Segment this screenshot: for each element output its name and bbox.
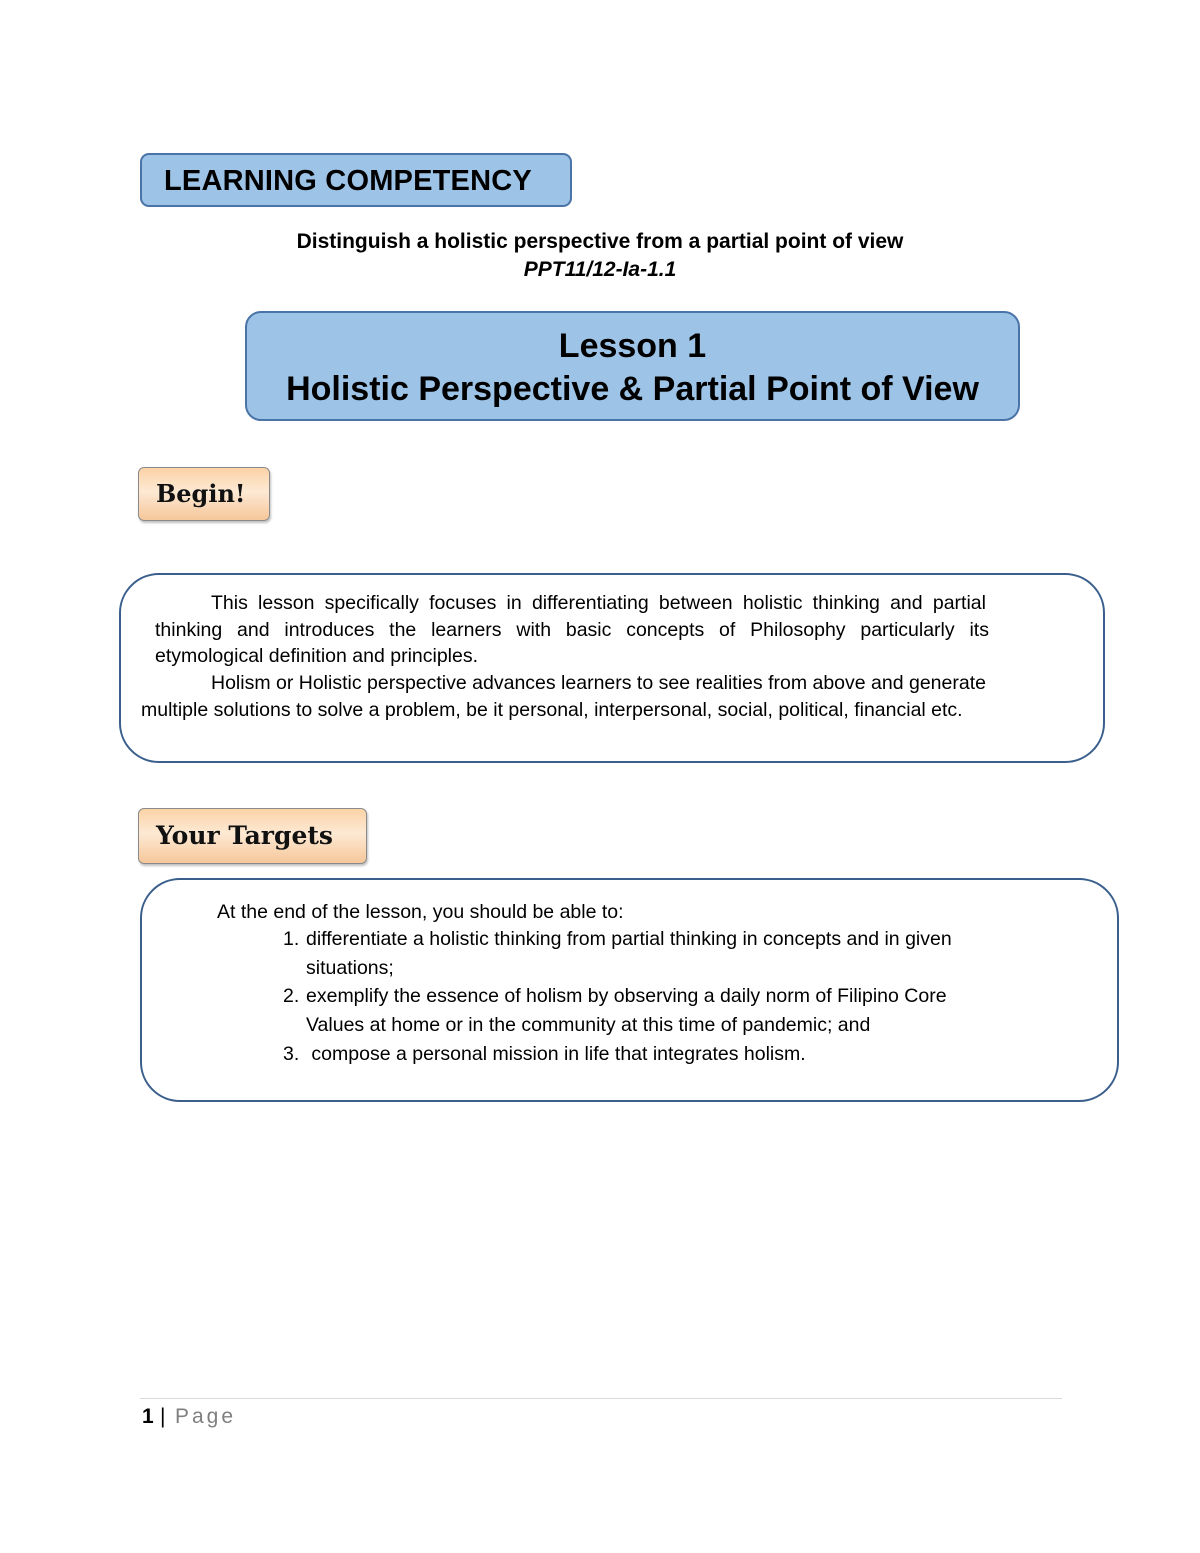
lesson-title: Holistic Perspective & Partial Point of View bbox=[286, 370, 979, 408]
target-item-1 bbox=[306, 926, 952, 981]
intro-paragraph-2 bbox=[141, 670, 1058, 723]
target-item-1-number: 1. bbox=[283, 928, 300, 950]
learning-competency-title: LEARNING COMPETENCY bbox=[164, 165, 532, 197]
lesson-number: Lesson 1 bbox=[558, 327, 707, 365]
intro-line: This lesson specifically focuses in differentiating between holistic thinking and partial bbox=[211, 592, 986, 614]
target-line: situations; bbox=[306, 956, 394, 979]
target-line: Values at home or in the community at this time of pandemic; and bbox=[306, 1013, 871, 1036]
your-targets-label: Your Targets bbox=[138, 808, 367, 864]
target-item-3: compose a personal mission in life that integrates holism. bbox=[306, 1043, 806, 1065]
target-item-2-number: 2. bbox=[283, 985, 300, 1007]
competency-code: PPT11/12-Ia-1.1 bbox=[523, 258, 677, 281]
learning-competency-banner bbox=[140, 153, 572, 207]
target-line: differentiate a holistic thinking from partial thinking in concepts and in given bbox=[306, 928, 952, 950]
target-item-3-number: 3. bbox=[283, 1043, 300, 1065]
lesson-title-box bbox=[245, 311, 1020, 421]
intro-line: thinking and introduces the learners with basic concepts of Philosophy particularly its bbox=[155, 618, 989, 641]
footer-divider bbox=[140, 1398, 1062, 1399]
targets-intro: At the end of the lesson, you should be able to: bbox=[217, 901, 624, 923]
begin-label: Begin! bbox=[138, 467, 270, 521]
page-number: 1 bbox=[142, 1405, 154, 1428]
page-label: Page bbox=[175, 1405, 237, 1428]
footer-separator: | bbox=[160, 1405, 166, 1428]
competency-statement: Distinguish a holistic perspective from a partial point of view bbox=[296, 230, 904, 253]
intro-line: etymological definition and principles. bbox=[155, 645, 479, 667]
intro-paragraph-1 bbox=[155, 590, 1058, 670]
target-line: exemplify the essence of holism by observing a daily norm of Filipino Core bbox=[306, 985, 947, 1007]
target-item-2 bbox=[306, 983, 947, 1038]
intro-line: multiple solutions to solve a problem, be it personal, interpersonal, social, political, financial etc. bbox=[141, 698, 963, 721]
intro-line: Holism or Holistic perspective advances learners to see realities from above and generate bbox=[211, 672, 986, 694]
